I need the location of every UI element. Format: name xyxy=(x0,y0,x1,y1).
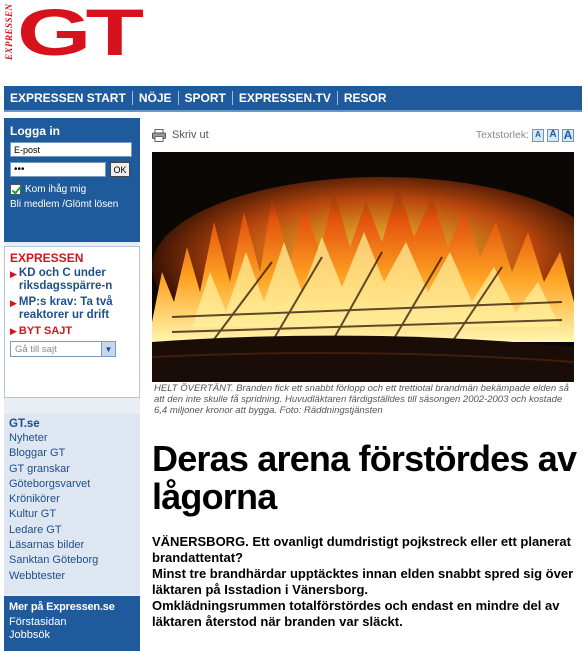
remember-me[interactable] xyxy=(10,184,134,195)
gtse-link-granskar[interactable]: GT granskar xyxy=(9,462,70,475)
photo-caption: HELT ÖVERTÄNT. Branden fick ett snabbt förlopp och ett trettiotal brandmän bekämpade elden så att den inte skulle få spridning. Huvudläktaren färdigställdes till säsongen 2002-2003 och kostade 6,4 miljoner kronor att bygga. Foto: Räddningstjänsten xyxy=(154,383,569,416)
text-size-large-button[interactable]: A xyxy=(563,128,573,142)
gtse-title[interactable]: GT.se xyxy=(9,418,40,430)
logo-side-text: EXPRESSEN xyxy=(4,3,14,60)
more-link-jobbsok[interactable]: Jobbsök xyxy=(9,629,50,641)
gt-logo[interactable] xyxy=(4,0,139,69)
sidebar xyxy=(4,118,140,651)
article-paragraph: VÄNERSBORG. Ett ovanligt dumdristigt pojkstreck eller ett planerat brandattentat? xyxy=(152,534,571,565)
play-arrow-icon: ▶ xyxy=(10,298,17,308)
switch-site-text: BYT SAJT xyxy=(18,325,73,337)
text-size-label: Textstorlek: xyxy=(475,129,529,141)
logo-main-text: GT xyxy=(17,0,139,69)
chevron-down-icon[interactable]: ▼ xyxy=(101,342,115,356)
fire-photo-image xyxy=(152,152,574,382)
text-size-small-button[interactable]: A xyxy=(532,129,544,142)
play-arrow-icon: ▶ xyxy=(10,269,17,279)
text-size-medium-button[interactable]: A xyxy=(547,129,559,142)
text-size-controls xyxy=(476,129,574,142)
login-box xyxy=(4,118,140,242)
more-title[interactable]: Mer på Expressen.se xyxy=(9,601,115,613)
nav-expressen-start[interactable]: EXPRESSEN START xyxy=(10,91,126,105)
gtse-link-kronikorer[interactable]: Krönikörer xyxy=(9,493,60,506)
expressen-brand[interactable]: EXPRESSEN xyxy=(10,251,84,265)
article-tools xyxy=(152,126,574,144)
news-link[interactable] xyxy=(10,296,134,322)
site-select[interactable] xyxy=(10,341,116,357)
switch-site-label xyxy=(10,325,134,337)
play-arrow-icon: ▶ xyxy=(10,325,17,336)
gtse-link-kultur[interactable]: Kultur GT xyxy=(9,508,57,521)
more-link-forstasidan[interactable]: Förstasidan xyxy=(9,616,67,628)
nav-sport[interactable]: SPORT xyxy=(184,91,226,105)
article-paragraph: Minst tre brandhärdar upptäcktes innan elden snabbt spred sig över läktaren på Isstadion i Vänersborg. xyxy=(152,566,574,597)
gtse-link-goteborgsvarvet[interactable]: Göteborgsvarvet xyxy=(9,477,91,490)
site-header xyxy=(0,0,586,84)
news-link-text: MP:s krav: Ta två reaktorer ur drift xyxy=(18,296,113,321)
email-field[interactable] xyxy=(10,142,132,157)
nav-noje[interactable]: NÖJE xyxy=(138,91,172,105)
gtse-link-webbtester[interactable]: Webbtester xyxy=(9,569,66,582)
nav-expressen-tv[interactable]: EXPRESSEN.TV xyxy=(238,91,331,105)
gtse-link-bloggar[interactable]: Bloggar GT xyxy=(9,447,66,460)
article-photo xyxy=(152,152,574,382)
article-headline: Deras arena förstördes av lågorna xyxy=(152,438,577,517)
register-forgot-links[interactable]: Bli medlem /Glömt lösen xyxy=(10,199,119,210)
password-field[interactable] xyxy=(10,162,106,177)
gtse-link-lasarnas-bilder[interactable]: Läsarnas bilder xyxy=(9,539,85,552)
more-on-expressen-box xyxy=(4,596,140,651)
login-title: Logga in xyxy=(10,124,60,138)
print-label: Skriv ut xyxy=(172,129,209,141)
top-navigation xyxy=(4,86,582,112)
article-ingress xyxy=(152,534,578,630)
gtse-link-nyheter[interactable]: Nyheter xyxy=(9,432,48,444)
remember-me-label: Kom ihåg mig xyxy=(25,184,87,195)
gtse-links-box xyxy=(4,414,140,594)
article-paragraph: Omklädningsrummen totalförstördes och endast en mindre del av läktaren återstod när branden var släckt. xyxy=(152,598,560,629)
expressen-news-box xyxy=(4,246,140,398)
site-select-value: Gå till sajt xyxy=(15,343,57,355)
news-link-text: KD och C under riksdagsspärre-n xyxy=(18,267,113,292)
printer-icon xyxy=(152,129,166,142)
nav-resor[interactable]: RESOR xyxy=(343,91,387,105)
login-ok-button[interactable]: OK xyxy=(110,162,130,177)
print-button[interactable] xyxy=(152,129,209,142)
remember-me-checkbox[interactable] xyxy=(10,184,21,195)
gtse-link-ledare[interactable]: Ledare GT xyxy=(9,523,62,536)
news-link[interactable] xyxy=(10,267,134,293)
gtse-link-sanktan[interactable]: Sanktan Göteborg xyxy=(9,554,99,567)
password-row xyxy=(10,162,134,177)
